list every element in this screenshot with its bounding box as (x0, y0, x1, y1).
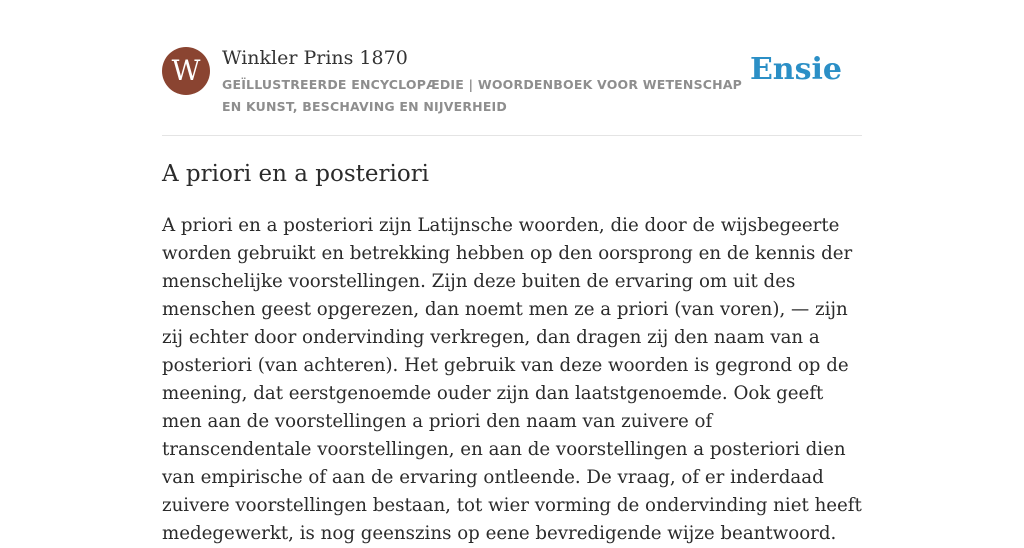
article-title: A priori en a posteriori (162, 161, 430, 187)
source-info (222, 45, 762, 118)
source-subtitle: GEÏLLUSTREERDE ENCYCLOPÆDIE | WOORDENBOEK VOOR WETENSCHAP EN KUNST, BESCHAVING EN NIJVERHEID (222, 77, 743, 114)
article-body: A priori en a posteriori zijn Latijnsche woorden, die door de wijsbegeerte worden gebruikt en betrekking hebben op den oorsprong en de kennis der menschelijke voorstellingen. Zijn deze buiten de ervaring om uit des menschen geest opgerezen, dan noemt men ze a priori (van voren), — zijn zij echter door ondervinding verkregen, dan dragen zij den naam van a posteriori (van achteren). Het gebruik van deze woorden is gegrond op de meening, dat eerstgenoemde ouder zijn dan laatstgenoemde. Ook geeft men aan de voorstellingen a priori den naam van zuivere of transcendentale voorstellingen, en aan de voorstellingen a posteriori dien van empirische of aan de ervaring ontleende. De vraag, of er inderdaad zuivere voorstellingen bestaan, tot wier vorming de ondervinding niet heeft medegewerkt, is nog geenszins op eene bevredigende wijze beantwoord. (162, 215, 862, 544)
page (162, 0, 862, 544)
source-header (162, 0, 862, 136)
source-avatar[interactable]: W (162, 47, 210, 95)
source-title[interactable]: Winkler Prins 1870 (222, 47, 408, 69)
ensie-logo-link[interactable]: Ensie (749, 52, 842, 87)
